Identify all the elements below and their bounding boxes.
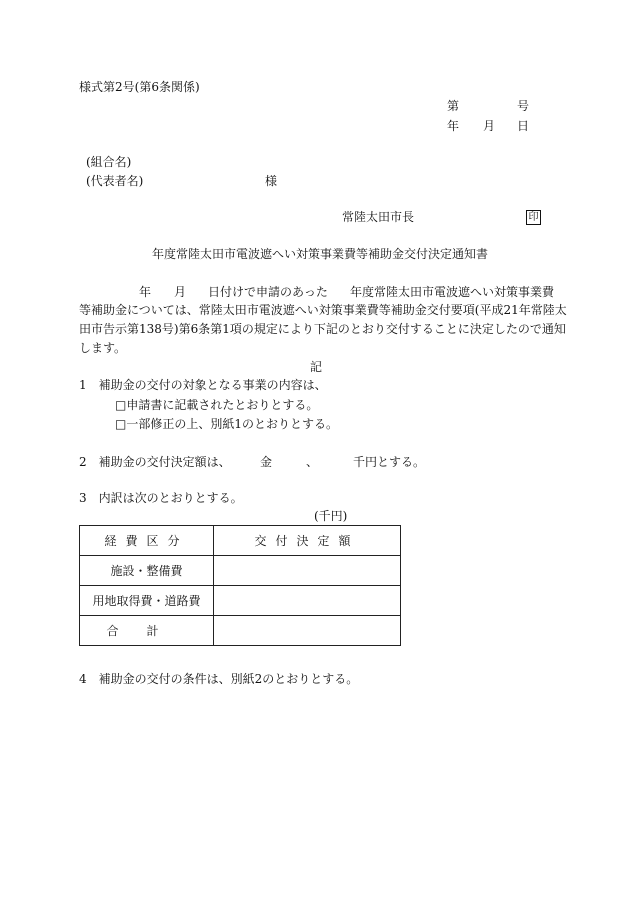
item-2-comma: 、 — [306, 455, 319, 469]
body-month: 月 — [174, 285, 187, 299]
honorific-sama: 様 — [265, 174, 278, 188]
item-2-kin: 金 — [260, 455, 273, 469]
table-row — [80, 616, 401, 646]
item-4-text: 4 補助金の交付の条件は、別紙2のとおりとする。 — [79, 672, 359, 686]
body-line-3: 田市告示第138号)第6条第1項の規定により下記のとおり交付することに決定したので通知 — [79, 322, 566, 336]
row-total-amount — [214, 616, 401, 646]
body-year: 年 — [139, 285, 152, 299]
row-land-road-category: 用地取得費・道路費 — [80, 586, 214, 616]
seal-mark: 印 — [526, 210, 541, 225]
row-facility-amount — [214, 556, 401, 586]
body-date-text: 日付けで申請のあった — [208, 285, 328, 299]
body-line-2: 等補助金については、常陸太田市電波遮へい対策事業費等補助金交付要項(平成21年常陸太 — [79, 303, 567, 317]
date-month: 月 — [483, 119, 496, 133]
union-name-label: (組合名) — [86, 155, 132, 169]
table-row — [80, 556, 401, 586]
form-number: 様式第2号(第6条関係) — [79, 80, 200, 94]
table-row — [80, 586, 401, 616]
breakdown-table — [79, 525, 401, 646]
item-1-option-partial-revision: □一部修正の上、別紙1のとおりとする。 — [115, 417, 338, 431]
issuer-name: 常陸太田市長 — [342, 210, 415, 224]
date-year: 年 — [447, 119, 460, 133]
body-line-4: します。 — [79, 341, 127, 355]
item-1-text: 1 補助金の交付の対象となる事業の内容は、 — [79, 378, 327, 392]
document-title: 年度常陸太田市電波遮へい対策事業費等補助金交付決定通知書 — [152, 247, 489, 261]
item-1-option-as-applied: □申請書に記載されたとおりとする。 — [115, 398, 319, 412]
header-grant-amount: 交付決定額 — [214, 526, 401, 556]
item-2-text: 2 補助金の交付決定額は、 — [79, 455, 231, 469]
representative-name-label: (代表者名) — [86, 174, 144, 188]
header-expense-category: 経費区分 — [80, 526, 214, 556]
item-2-thousand-yen: 千円とする。 — [353, 455, 426, 469]
body-fiscal-year-text: 年度常陸太田市電波遮へい対策事業費 — [350, 285, 555, 299]
document-number-prefix: 第 — [447, 99, 460, 113]
table-unit-label: (千円) — [314, 509, 348, 523]
date-day: 日 — [517, 119, 530, 133]
row-land-road-amount — [214, 586, 401, 616]
row-total-category: 合計 — [80, 616, 214, 646]
item-3-text: 3 内訳は次のとおりとする。 — [79, 491, 243, 505]
document-number-suffix: 号 — [517, 99, 530, 113]
ki-heading: 記 — [310, 360, 323, 374]
table-header-row — [80, 526, 401, 556]
row-facility-category: 施設・整備費 — [80, 556, 214, 586]
